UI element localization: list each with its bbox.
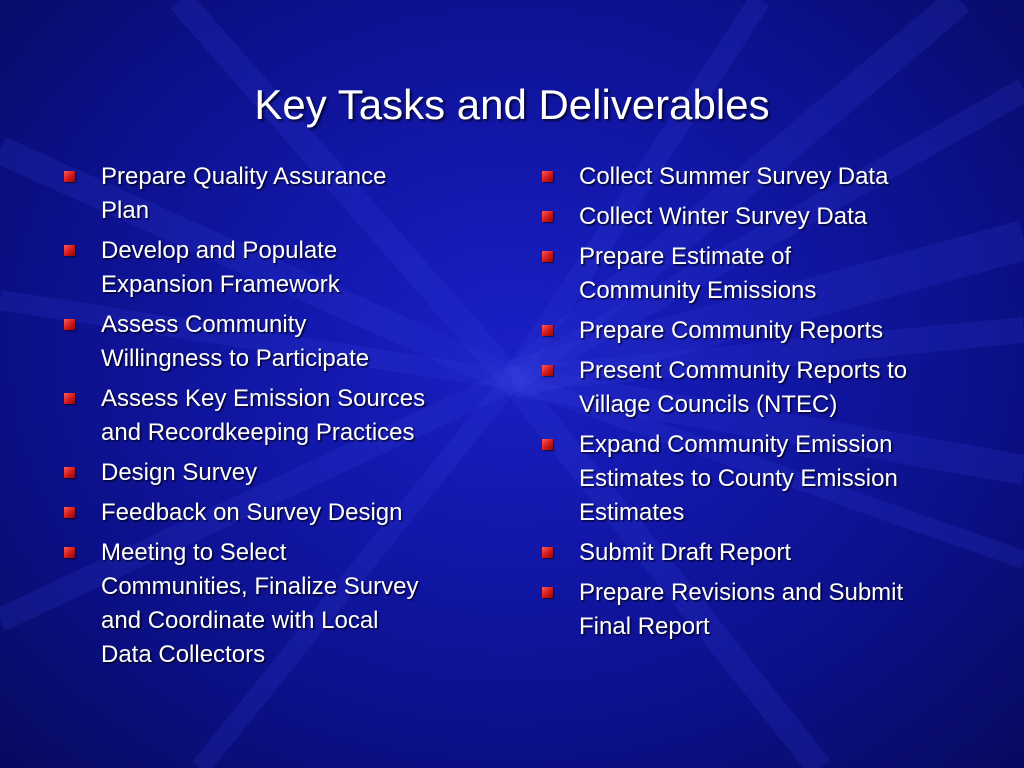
left-bullet-list [62,160,502,678]
right-bullet-list [540,160,990,650]
bullet-item [540,354,990,422]
bullet-text-line: Feedback on Survey Design [101,499,403,526]
bullet-text-line: and Coordinate with Local [101,607,379,634]
bullet-item [62,536,502,672]
bullet-text-line: Prepare Estimate of [579,243,792,270]
bullet-item [540,536,990,570]
square-bullet-icon [542,171,553,182]
bullet-text-line: and Recordkeeping Practices [101,419,415,446]
bullet-text-line: Community Emissions [579,277,817,304]
bullet-text-line: Prepare Revisions and Submit [579,579,904,606]
bullet-item [540,576,990,644]
bullet-text-line: Village Councils (NTEC) [579,391,838,418]
square-bullet-icon [542,439,553,450]
bullet-text-line: Estimates to County Emission [579,465,898,492]
bullet-text-line: Design Survey [101,459,258,486]
bullet-text-line: Collect Winter Survey Data [579,203,868,230]
bullet-item [540,314,990,348]
bullet-text-line: Meeting to Select [101,539,287,566]
square-bullet-icon [542,325,553,336]
bullet-text-line: Present Community Reports to [579,357,908,384]
bullet-text-line: Expansion Framework [101,271,340,298]
square-bullet-icon [64,171,75,182]
bullet-item [62,160,502,228]
bullet-text-line: Submit Draft Report [579,539,792,566]
bullet-item [540,428,990,530]
square-bullet-icon [64,319,75,330]
square-bullet-icon [64,393,75,404]
bullet-text-line: Prepare Quality Assurance [101,163,387,190]
bullet-item [62,234,502,302]
square-bullet-icon [64,245,75,256]
bullet-text-line: Plan [101,197,150,224]
bullet-item [62,456,502,490]
square-bullet-icon [64,547,75,558]
bullet-item [62,496,502,530]
square-bullet-icon [64,507,75,518]
bullet-item [540,240,990,308]
bullet-item [540,160,990,194]
square-bullet-icon [542,365,553,376]
bullet-text-line: Data Collectors [101,641,266,668]
bullet-text-line: Assess Community [101,311,307,338]
bullet-text-line: Assess Key Emission Sources [101,385,426,412]
bullet-text-line: Final Report [579,613,710,640]
bullet-item [62,382,502,450]
bullet-text-line: Estimates [579,499,685,526]
bullet-text-line: Develop and Populate [101,237,338,264]
bullet-text-line: Communities, Finalize Survey [101,573,419,600]
bullet-item [62,308,502,376]
square-bullet-icon [542,211,553,222]
bullet-text-line: Prepare Community Reports [579,317,884,344]
bullet-item [540,200,990,234]
slide-title: Key Tasks and Deliverables [254,81,770,128]
square-bullet-icon [542,251,553,262]
bullet-text-line: Collect Summer Survey Data [579,163,889,190]
square-bullet-icon [542,587,553,598]
bullet-text-line: Willingness to Participate [101,345,370,372]
square-bullet-icon [64,467,75,478]
square-bullet-icon [542,547,553,558]
bullet-text-line: Expand Community Emission [579,431,893,458]
